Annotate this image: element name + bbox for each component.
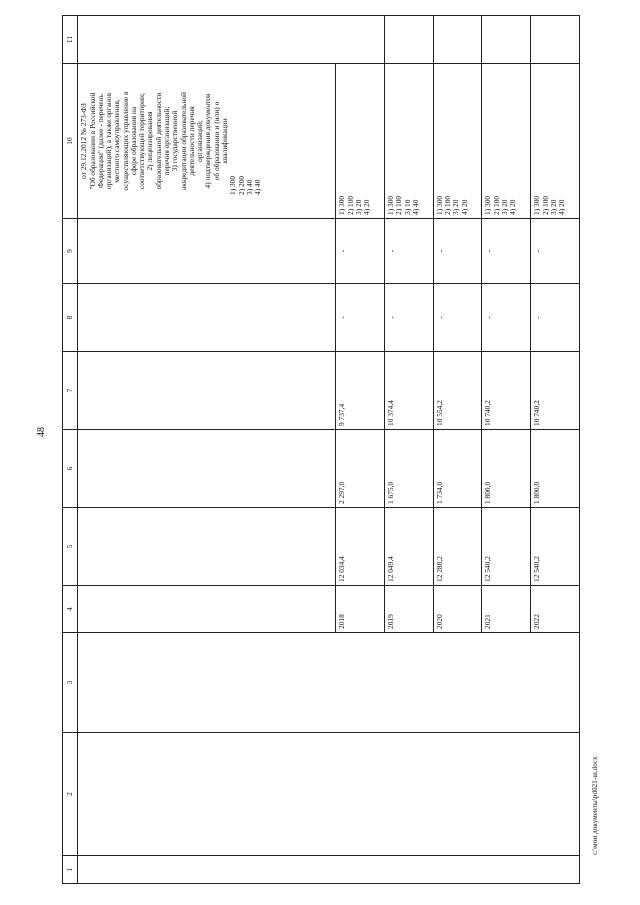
value-cell: 12 540,2 [482, 508, 531, 586]
indicator-line: 2) 100 [394, 195, 404, 215]
indicator-line: 4) 20 [362, 199, 372, 215]
value-cell: 1 675,0 [384, 430, 433, 508]
dash: - [338, 316, 348, 319]
intro-line: Федерации" (далее - перечень [95, 93, 105, 189]
value-cell: 10 740,2 [531, 352, 580, 430]
header-row [63, 16, 78, 884]
indicator-cell [336, 64, 385, 219]
intro-line: сфере образования на [128, 106, 138, 176]
intro-line: квалификации [220, 118, 230, 164]
value-cell: 12 034,4 [336, 508, 385, 586]
dash: - [533, 316, 543, 319]
intro-line: 3) государственной [170, 110, 180, 172]
intro-line: организаций), а также органов [104, 92, 114, 190]
indicator-cell [433, 64, 482, 219]
indicator-line: 1) 300 [434, 195, 444, 215]
header-cell: 3 [63, 633, 78, 733]
cell-col6 [78, 430, 336, 508]
cell-col11 [482, 16, 531, 64]
dash: - [386, 249, 396, 253]
value-cell: 12 540,2 [531, 508, 580, 586]
intro-line: соответствующей территории; [137, 93, 147, 189]
indicator-line: 3) 10 [402, 199, 412, 215]
indicator-cell [482, 64, 531, 219]
header-cell: 7 [63, 352, 78, 430]
cell-col4 [78, 586, 336, 633]
intro-value: 3) 40 [244, 179, 254, 195]
value-cell: 1 800,0 [482, 430, 531, 508]
indicator-line: 1) 300 [385, 195, 395, 215]
header-cell: 6 [63, 430, 78, 508]
value-cell: 2 297,0 [336, 430, 385, 508]
indicator-line: 3) 20 [353, 199, 363, 215]
cell-col11 [531, 16, 580, 64]
value-cell: 1 734,0 [433, 430, 482, 508]
indicator-line: 4) 20 [459, 199, 469, 215]
header-cell: 2 [63, 733, 78, 856]
header-cell: 9 [63, 219, 78, 284]
value-cell [384, 219, 433, 284]
cell-col5 [78, 508, 336, 586]
data-table-rotated [62, 16, 580, 884]
value-cell: 9 737,4 [336, 352, 385, 430]
year-cell: 2022 [531, 586, 580, 633]
value-cell [531, 219, 580, 284]
indicator-line: 1) 300 [483, 195, 493, 215]
intro-line: об образовании и (или) о [211, 101, 221, 181]
value-cell: 10 374,4 [384, 352, 433, 430]
intro-line: деятельности перечня [186, 106, 196, 176]
cell-col11 [433, 16, 482, 64]
value-cell [433, 284, 482, 352]
cell-col11 [78, 16, 385, 64]
value-cell [433, 219, 482, 284]
indicator-line: 4) 20 [508, 199, 518, 215]
intro-line: "Об образовании в Российской [87, 92, 97, 190]
dash: - [533, 249, 543, 253]
year-cell: 2019 [384, 586, 433, 633]
dash: - [338, 249, 348, 253]
dash: - [435, 249, 445, 253]
value-cell: 12 049,4 [384, 508, 433, 586]
dash: - [435, 316, 445, 319]
intro-line: от 29.12.2012 № 273-ФЗ [79, 103, 89, 179]
intro-line: 4) подтверждения документов [203, 93, 213, 189]
header-cell: 10 [63, 64, 78, 219]
data-table [62, 15, 580, 884]
dash: - [484, 249, 494, 253]
indicator-line: 4) 40 [410, 199, 420, 215]
indicator-cell [531, 64, 580, 219]
value-cell [336, 284, 385, 352]
indicator-line: 4) 20 [557, 199, 567, 215]
intro-line: перечня организаций; [162, 106, 172, 176]
dash: - [484, 316, 494, 319]
value-cell: 12 288,2 [433, 508, 482, 586]
value-cell [482, 284, 531, 352]
year-cell: 2021 [482, 586, 531, 633]
header-cell: 11 [63, 16, 78, 64]
indicator-line: 1) 300 [532, 195, 542, 215]
value-cell: 10 740,2 [482, 352, 531, 430]
indicator-line: 2) 100 [345, 195, 355, 215]
intro-text-cell [78, 64, 336, 219]
indicator-line: 2) 100 [443, 195, 452, 215]
intro-value: 2) 200 [236, 175, 246, 195]
cell-col9 [78, 219, 336, 284]
dash: - [386, 316, 396, 319]
cell-col2 [78, 733, 580, 856]
intro-value: 1) 300 [228, 175, 238, 195]
year-cell: 2020 [433, 586, 482, 633]
indicator-line: 3) 20 [548, 199, 558, 215]
indicator-line: 3) 20 [500, 199, 510, 215]
value-cell: 1 800,0 [531, 430, 580, 508]
intro-line: осуществляющих управление в [120, 91, 130, 191]
year-cell: 2018 [336, 586, 385, 633]
header-cell: 8 [63, 284, 78, 352]
cell-col3 [78, 633, 580, 733]
intro-line: местного самоуправления, [112, 99, 122, 183]
indicator-line: 3) 20 [451, 199, 461, 215]
cell-col1 [78, 856, 580, 884]
value-cell [336, 219, 385, 284]
value-cell [384, 284, 433, 352]
header-cell: 4 [63, 586, 78, 633]
value-cell [482, 219, 531, 284]
intro-line: организаций; [195, 120, 205, 162]
footer-file-path: с:\мои документы\pd021-ш.docx [591, 756, 599, 855]
intro-line: образовательной деятельности [153, 92, 163, 190]
indicator-line: 2) 100 [491, 195, 501, 215]
indicator-line: 2) 100 [540, 195, 550, 215]
intro-line: аккредитации образовательной [178, 91, 188, 191]
cell-col8 [78, 284, 336, 352]
cell-col11 [384, 16, 433, 64]
intro-line: 2) лицензирования [145, 111, 155, 171]
value-cell [531, 284, 580, 352]
page-number: 48 [36, 427, 47, 437]
intro-value: 4) 40 [253, 179, 263, 195]
header-cell: 1 [63, 856, 78, 884]
indicator-cell [384, 64, 433, 219]
cell-col7 [78, 352, 336, 430]
indicator-line: 1) 300 [337, 195, 347, 215]
value-cell: 10 554,2 [433, 352, 482, 430]
header-cell: 5 [63, 508, 78, 586]
intro-row [78, 16, 336, 884]
